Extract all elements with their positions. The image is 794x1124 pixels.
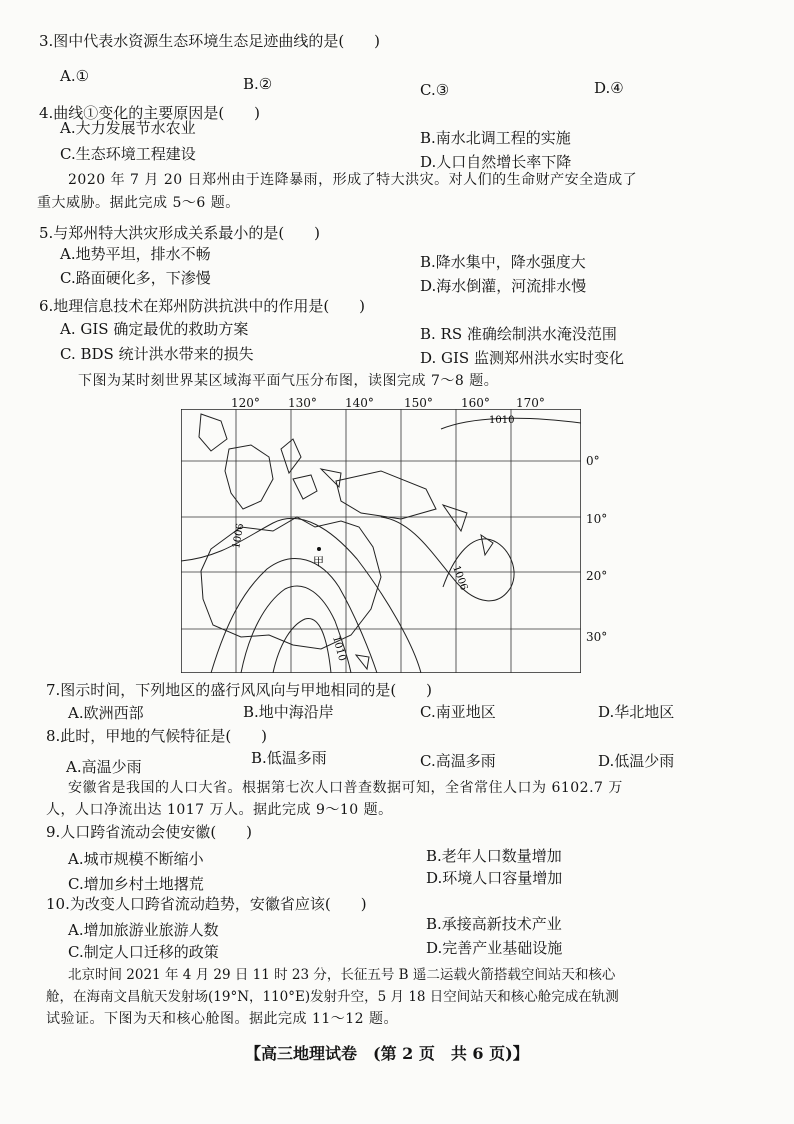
q4-stem: 4.曲线①变化的主要原因是( )	[39, 104, 261, 122]
q7-stem: 7.图示时间，下列地区的盛行风风向与甲地相同的是( )	[46, 681, 433, 699]
isobar-label-top: 1010	[489, 415, 515, 426]
lat-label-30: 30°	[586, 630, 608, 644]
q3-option-d: D.④	[594, 79, 624, 97]
q4-option-a: A.大力发展节水农业	[60, 119, 196, 137]
passage-anhui-line1: 安徽省是我国的人口大省。根据第七次人口普查数据可知，全省常住人口为 6102.7 万	[68, 780, 623, 796]
q6-stem: 6.地理信息技术在郑州防洪抗洪中的作用是( )	[39, 297, 366, 315]
lon-label-150: 150°	[404, 396, 433, 410]
q3-option-b: B.②	[243, 75, 273, 93]
lon-label-170: 170°	[516, 396, 545, 410]
passage-map-intro: 下图为某时刻世界某区域海平面气压分布图，读图完成 7～8 题。	[78, 373, 499, 389]
pressure-map	[181, 409, 581, 673]
q9-option-d: D.环境人口容量增加	[426, 869, 563, 887]
lon-label-120: 120°	[231, 396, 260, 410]
q3-option-a: A.①	[60, 67, 90, 85]
q4-option-b: B.南水北调工程的实施	[420, 129, 571, 147]
q5-option-a: A.地势平坦，排水不畅	[60, 245, 211, 263]
passage-flood-line1: 2020 年 7 月 20 日郑州由于连降暴雨，形成了特大洪灾。对人们的生命财产安全造成了	[68, 172, 638, 188]
passage-tianhe-line2: 舱，在海南文昌航天发射场(19°N，110°E)发射升空，5 月 18 日空间站天和核心舱完成在轨测	[46, 989, 619, 1005]
q7-option-d: D.华北地区	[598, 703, 675, 721]
q10-option-d: D.完善产业基础设施	[426, 939, 563, 957]
q3-option-c: C.③	[420, 81, 450, 99]
q7-option-a: A.欧洲西部	[68, 704, 144, 722]
location-marker	[317, 547, 321, 551]
q10-option-b: B.承接高新技术产业	[426, 915, 562, 933]
q4-option-c: C.生态环境工程建设	[60, 145, 196, 163]
q5-option-c: C.路面硬化多，下渗慢	[60, 269, 211, 287]
passage-tianhe-line3: 试验证。下图为天和核心舱图。据此完成 11～12 题。	[46, 1011, 399, 1027]
q8-option-d: D.低温少雨	[598, 752, 675, 770]
q10-option-a: A.增加旅游业旅游人数	[68, 921, 219, 939]
lon-label-140: 140°	[345, 396, 374, 410]
q9-stem: 9.人口跨省流动会使安徽( )	[46, 823, 253, 841]
q8-stem: 8.此时，甲地的气候特征是( )	[46, 727, 268, 745]
passage-tianhe-line1: 北京时间 2021 年 4 月 29 日 11 时 23 分，长征五号 B 遥二运载火箭搭载空间站天和核心	[68, 967, 616, 983]
q10-stem: 10.为改变人口跨省流动趋势，安徽省应该( )	[46, 895, 367, 913]
lat-label-20: 20°	[586, 569, 608, 583]
q9-option-c: C.增加乡村土地撂荒	[68, 875, 204, 893]
q7-option-c: C.南亚地区	[420, 703, 496, 721]
lon-label-130: 130°	[288, 396, 317, 410]
isobar-label-left: 1006	[231, 522, 247, 550]
q6-option-c: C. BDS 统计洪水带来的损失	[60, 345, 254, 363]
isobar-label-right: 1006	[450, 564, 470, 592]
q3-stem: 3.图中代表水资源生态环境生态足迹曲线的是( )	[39, 32, 381, 50]
q5-option-d: D.海水倒灌，河流排水慢	[420, 277, 587, 295]
lat-label-10: 10°	[586, 512, 608, 526]
q4-option-d: D.人口自然增长率下降	[420, 153, 572, 171]
lon-label-160: 160°	[461, 396, 490, 410]
lat-label-0: 0°	[586, 454, 600, 468]
q7-option-b: B.地中海沿岸	[243, 703, 334, 721]
passage-anhui-line2: 人，人口净流出达 1017 万人。据此完成 9～10 题。	[46, 802, 393, 818]
q10-option-c: C.制定人口迁移的政策	[68, 943, 219, 961]
q5-stem: 5.与郑州特大洪灾形成关系最小的是( )	[39, 224, 321, 242]
q5-option-b: B.降水集中，降水强度大	[420, 253, 586, 271]
q6-option-b: B. RS 准确绘制洪水淹没范围	[420, 325, 617, 343]
q6-option-d: D. GIS 监测郑州洪水实时变化	[420, 349, 624, 367]
q8-option-b: B.低温多雨	[251, 749, 327, 767]
passage-flood-line2: 重大威胁。据此完成 5～6 题。	[37, 195, 240, 211]
q9-option-b: B.老年人口数量增加	[426, 847, 562, 865]
isobar-label-bottom: 1010	[330, 634, 348, 663]
q8-option-c: C.高温多雨	[420, 752, 496, 770]
q6-option-a: A. GIS 确定最优的救助方案	[60, 320, 249, 338]
q8-option-a: A.高温少雨	[66, 758, 142, 776]
place-label-jia: 甲	[313, 555, 324, 568]
q9-option-a: A.城市规模不断缩小	[68, 850, 204, 868]
page-footer: 【高三地理试卷 (第 2 页 共 6 页)】	[245, 1044, 529, 1063]
